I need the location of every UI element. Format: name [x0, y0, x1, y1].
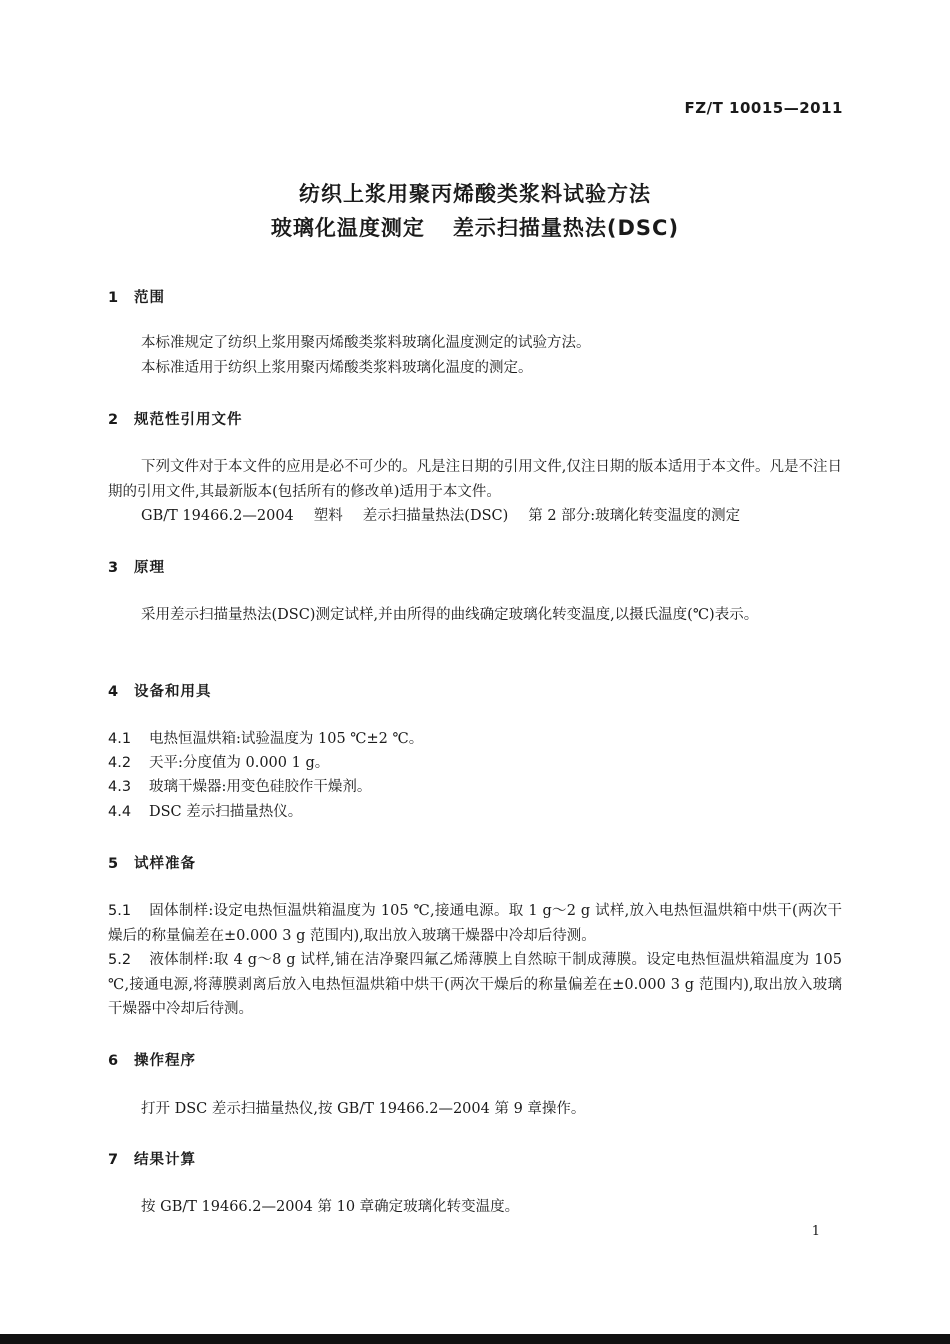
section-heading-procedure [108, 1049, 196, 1070]
reference-title-a: 塑料 [313, 508, 343, 524]
item-text: 天平:分度值为 0.000 1 g。 [149, 755, 330, 771]
title-part-dsc: 差示扫描量热法(DSC) [452, 216, 680, 240]
paragraph: 本标准规定了纺织上浆用聚丙烯酸类浆料玻璃化温度测定的试验方法。 [141, 335, 591, 351]
list-item [108, 775, 842, 800]
list-item [108, 899, 842, 948]
paragraph: 下列文件对于本文件的应用是必不可少的。凡是注日期的引用文件,仅注日期的版本适用于本文件。凡是不注日期的引用文件,其最新版本(包括所有的修改单)适用于本文件。 [108, 459, 842, 500]
section-number: 7 [108, 1152, 120, 1168]
item-text: 液体制样:取 4 g～8 g 试样,铺在洁净聚四氟乙烯薄膜上自然晾干制成薄膜。设定电热恒温烘箱温度为 105 ℃,接通电源,将薄膜剥离后放入电热恒温烘箱中烘干(两次干燥后的称量偏差在±0.000 3 g 范围内),取出放入玻璃干燥器中冷却后待测。 [108, 952, 842, 1017]
reference-code: GB/T 19466.2—2004 [141, 508, 294, 524]
section-title: 设备和用具 [134, 684, 212, 700]
section-number: 4 [108, 684, 120, 700]
document-title-line1: 纺织上浆用聚丙烯酸类浆料试验方法 [299, 182, 651, 206]
section-number: 5 [108, 856, 120, 872]
item-text: 玻璃干燥器:用变色硅胶作干燥剂。 [149, 779, 372, 795]
section-title: 操作程序 [134, 1053, 196, 1069]
item-text: 电热恒温烘箱:试验温度为 105 ℃±2 ℃。 [149, 731, 424, 747]
paragraph: 本标准适用于纺织上浆用聚丙烯酸类浆料玻璃化温度的测定。 [141, 360, 533, 376]
section-heading-scope [108, 286, 165, 307]
section-number: 1 [108, 290, 120, 306]
section-number: 2 [108, 412, 120, 428]
section-heading-sample-preparation [108, 852, 196, 873]
item-text: DSC 差示扫描量热仪。 [149, 804, 303, 820]
reference-title-b: 差示扫描量热法(DSC) [362, 508, 509, 524]
reference-title-c: 第 2 部分:玻璃化转变温度的测定 [528, 508, 741, 524]
document-title-line2 [0, 212, 950, 242]
paragraph: 打开 DSC 差示扫描量热仪,按 GB/T 19466.2—2004 第 9 章操作。 [141, 1101, 586, 1117]
item-number: 5.1 [108, 903, 132, 919]
title-part-glass-transition: 玻璃化温度测定 [270, 216, 425, 240]
section-heading-calculation [108, 1148, 196, 1169]
list-item [108, 751, 842, 776]
item-number: 5.2 [108, 952, 132, 968]
section-title: 范围 [134, 290, 165, 306]
section-title: 结果计算 [134, 1152, 196, 1168]
list-item [108, 727, 842, 752]
section-number: 6 [108, 1053, 120, 1069]
bottom-border [0, 1334, 950, 1344]
reference-entry [108, 504, 842, 529]
list-item [108, 800, 842, 825]
standard-code: FZ/T 10015—2011 [684, 99, 843, 117]
section-heading-apparatus [108, 680, 212, 701]
item-number: 4.3 [108, 779, 132, 795]
section-title: 原理 [134, 560, 165, 576]
page-number: 1 [811, 1224, 820, 1239]
section-title: 试样准备 [134, 856, 196, 872]
paragraph: 按 GB/T 19466.2—2004 第 10 章确定玻璃化转变温度。 [141, 1199, 520, 1215]
section-heading-normative-references [108, 408, 243, 429]
item-text: 固体制样:设定电热恒温烘箱温度为 105 ℃,接通电源。取 1 g～2 g 试样,放入电热恒温烘箱中烘干(两次干燥后的称量偏差在±0.000 3 g 范围内),取出放入玻璃干燥器中冷却后待测。 [108, 903, 842, 944]
section-title: 规范性引用文件 [134, 412, 243, 428]
paragraph: 采用差示扫描量热法(DSC)测定试样,并由所得的曲线确定玻璃化转变温度,以摄氏温度(℃)表示。 [141, 607, 759, 623]
section-number: 3 [108, 560, 120, 576]
section-heading-principle [108, 556, 165, 577]
list-item [108, 948, 842, 1022]
item-number: 4.1 [108, 731, 132, 747]
item-number: 4.2 [108, 755, 132, 771]
item-number: 4.4 [108, 804, 132, 820]
